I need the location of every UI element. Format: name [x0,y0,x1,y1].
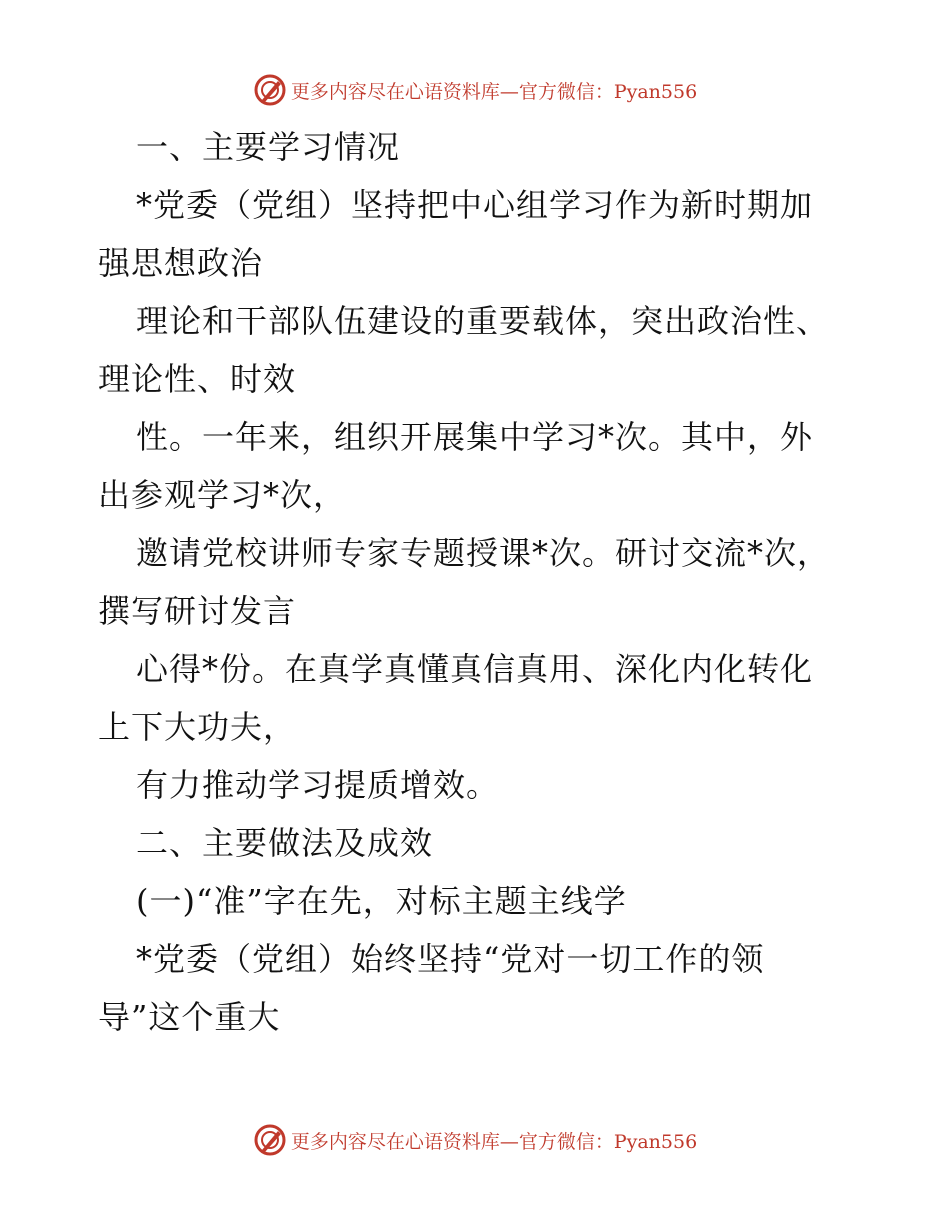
text-line: 理论性、时效 [98,360,297,398]
text-line: 邀请党校讲师专家专题授课*次。研讨交流*次， [136,534,831,572]
text-line: *党委（党组）始终坚持“党对一切工作的领 [136,940,765,978]
text-line: 性。一年来，组织开展集中学习*次。其中，外 [136,418,814,456]
pen-seal-icon [253,73,287,107]
header-watermark [0,70,950,110]
text-line: (一)“准”字在先，对标主题主线学 [136,882,627,920]
text-line: 出参观学习*次， [98,476,347,514]
text-line: 二、主要做法及成效 [136,824,434,862]
watermark-text: 更多内容尽在心语资料库—官方微信：Pyan556 [290,1130,698,1153]
document-body [98,118,838,1046]
text-line: 心得*份。在真学真懂真信真用、深化内化转化 [136,650,814,688]
text-line: 理论和干部队伍建设的重要载体，突出政治性、 [136,302,830,340]
text-line: 上下大功夫， [98,708,297,746]
text-line: 一、主要学习情况 [136,128,401,166]
text-line: 撰写研讨发言 [98,592,297,630]
footer-watermark [0,1120,950,1160]
text-line: 有力推动学习提质增效。 [136,766,500,804]
text-line: *党委（党组）坚持把中心组学习作为新时期加 [136,186,814,224]
pen-seal-icon [253,1123,287,1157]
text-line: 强思想政治 [98,244,264,282]
text-line: 导”这个重大 [98,998,281,1036]
watermark-text: 更多内容尽在心语资料库—官方微信：Pyan556 [290,80,698,103]
